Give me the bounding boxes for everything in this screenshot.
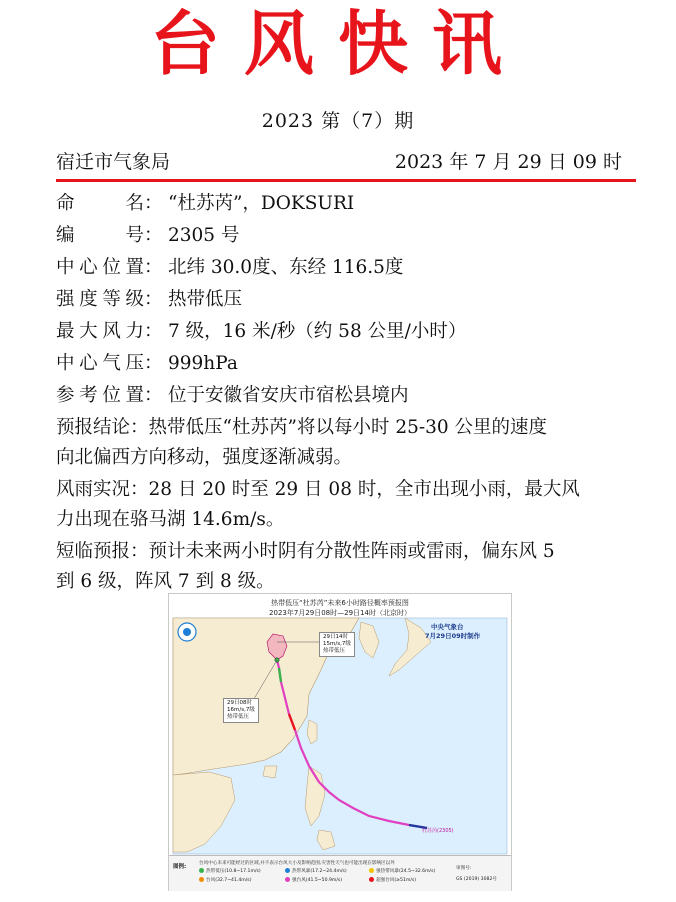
field-value: 999hPa — [168, 353, 238, 374]
field-max-wind: 最大风力： 7 级，16 米/秒（约 58 公里/小时） — [56, 316, 636, 348]
map-issued-time: 7月29日09时制作 — [425, 632, 481, 640]
red-divider — [56, 179, 636, 182]
field-value: 北纬 30.0度、东经 116.5度 — [168, 257, 404, 278]
hainan-area — [263, 766, 277, 778]
para-line2: 到 6 级，阵风 7 到 8 级。 — [56, 571, 275, 592]
para-line1: 热带低压“杜苏芮”将以每小时 25-30 公里的速度 — [148, 417, 548, 438]
bulletin-body — [56, 188, 636, 599]
legend-item: 台风(32.7~41.4m/s) — [199, 877, 252, 883]
para-label: 风雨实况 — [56, 479, 131, 500]
map-title: 热带低压“杜苏芮”未来6小时路径概率预报图 — [271, 599, 409, 607]
observed-weather: 风雨实况：28 日 20 时至 29 日 08 时，全市出现小雨，最大风 力出现在骆马湖 14.6m/s。 — [56, 479, 580, 530]
para-line1: 预计未来两小时阴有分散性阵雨或雷雨，偏东风 5 — [148, 541, 555, 562]
legend-item: 强热带风暴(24.5~32.6m/s) — [369, 868, 435, 874]
typhoon-track-map — [168, 593, 512, 891]
legend-item: 强台风(41.5~50.9m/s) — [285, 877, 342, 883]
masthead-title: 台风快讯 — [150, 3, 526, 85]
legend-item: 超强台风(≥51m/s) — [369, 877, 416, 883]
legend-item: 热带风暴(17.2~24.4m/s) — [285, 868, 347, 874]
legend-note: 台风中心未来可能经过的区域,并不表示台风大小及影响范围,灾害性天气也可能出现在影响区以外 — [199, 861, 395, 866]
field-value: 7 级，16 米/秒（约 58 公里/小时） — [168, 321, 467, 342]
para-label: 短临预报 — [56, 541, 131, 562]
field-number: 编 号： 2305 号 — [56, 220, 636, 252]
map-approval-label: 审图号: — [456, 866, 472, 871]
field-value: 热带低压 — [168, 289, 243, 310]
map-approval-number: GS (2019) 3082号 — [456, 877, 497, 882]
field-reference-position: 参考位置： 位于安徽省安庆市宿松县境内 — [56, 380, 636, 412]
field-label: 最大风力 — [56, 321, 144, 342]
legend-title: 图例: — [173, 864, 187, 870]
storm-name-label: 杜苏芮(2305) — [422, 828, 454, 834]
agency-name: 宿迁市气象局 — [56, 151, 171, 173]
map-legend — [169, 855, 511, 891]
para-line2: 向北偏西方向移动，强度逐渐减弱。 — [56, 447, 353, 468]
field-value: 位于安徽省安庆市宿松县境内 — [168, 385, 409, 406]
field-center-position: 中心位置： 北纬 30.0度、东经 116.5度 — [56, 252, 636, 284]
meta-row — [56, 150, 622, 174]
issue-datetime: 2023 年 7 月 29 日 09 时 — [394, 151, 622, 173]
field-label: 参考位置 — [56, 385, 144, 406]
para-line2: 力出现在骆马湖 14.6m/s。 — [56, 509, 285, 530]
legend-item: 热带低压(10.8~17.1m/s) — [199, 868, 261, 874]
issue-number: 2023 第（7）期 — [261, 110, 415, 132]
field-value: “杜苏芮”，DOKSURI — [168, 193, 355, 214]
field-label: 命 名 — [56, 193, 144, 214]
current-position-box: 29日08时 16m/s,7级 热带低压 — [223, 698, 259, 723]
map-subtitle: 2023年7月29日08时—29日14时（北京时） — [269, 609, 411, 617]
field-intensity: 强度等级： 热带低压 — [56, 284, 636, 316]
para-label: 预报结论 — [56, 417, 131, 438]
map-issuer: 中央气象台 — [431, 623, 464, 631]
field-label: 中心位置 — [56, 257, 144, 278]
field-label: 中心气压 — [56, 353, 144, 374]
field-label: 强度等级 — [56, 289, 144, 310]
field-pressure: 中心气压： 999hPa — [56, 348, 636, 380]
field-value: 2305 号 — [168, 225, 240, 246]
nowcast: 短临预报：预计未来两小时阴有分散性阵雨或雷雨，偏东风 5 到 6 级，阵风 7 到 8 级。 — [56, 541, 555, 592]
field-name: 命 名： “杜苏芮”，DOKSURI — [56, 188, 636, 220]
field-label: 编 号 — [56, 225, 144, 246]
forecast-conclusion: 预报结论：热带低压“杜苏芮”将以每小时 25-30 公里的速度 向北偏西方向移动，强度逐渐减弱。 — [56, 417, 548, 468]
forecast-position-box: 29日14时 15m/s,7级 热带低压 — [319, 632, 355, 657]
para-line1: 28 日 20 时至 29 日 08 时，全市出现小雨，最大风 — [148, 479, 580, 500]
